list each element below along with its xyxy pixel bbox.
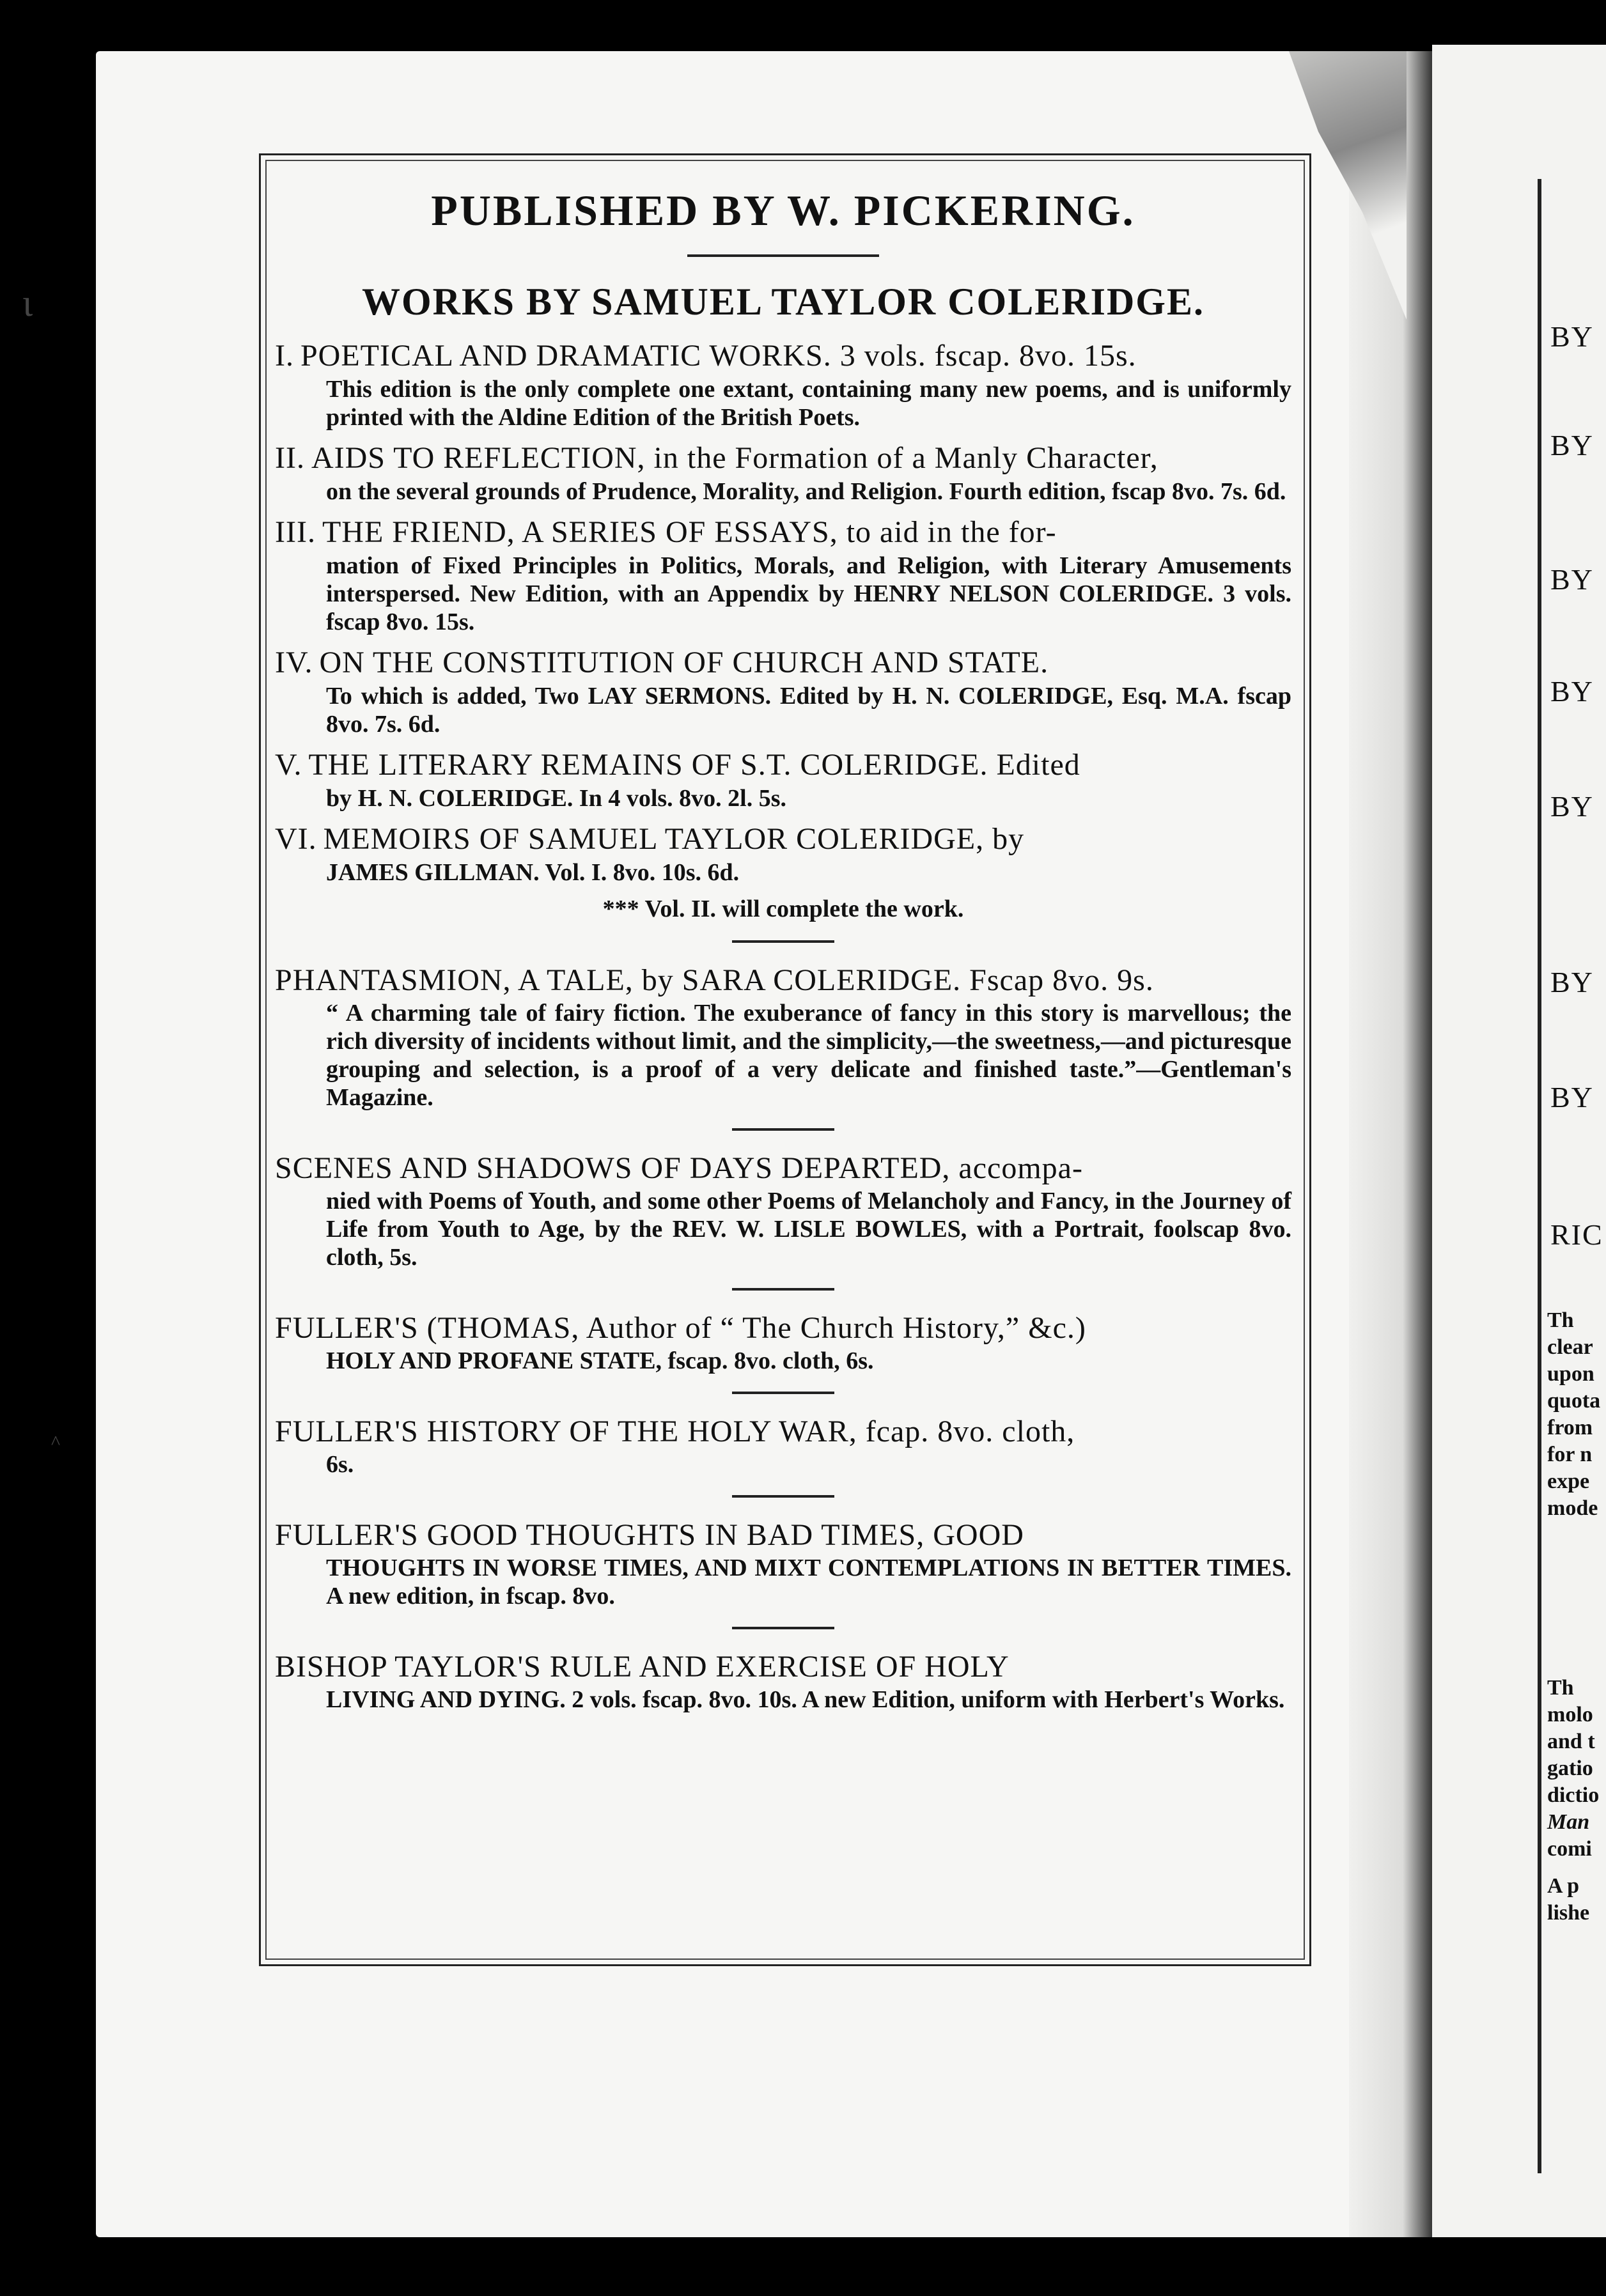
- scenes-body: nied with Poems of Youth, and some other Poems of Melancholy and Fancy, in the Journey of Life from Youth to Age, by the REV. W. LISLE BOWLES, with a Portrait, foolscap 8vo. cloth, 5s.: [326, 1188, 1291, 1271]
- right-line: for n: [1547, 1443, 1593, 1466]
- advert-content: [275, 185, 1291, 1721]
- taylor-body: LIVING AND DYING. 2 vols. fscap. 8vo. 10s. A new Edition, uniform with Herbert's Works.: [326, 1686, 1285, 1713]
- right-line: from: [1547, 1416, 1593, 1439]
- work-body: on the several grounds of Prudence, Morality, and Religion. Fourth edition, fscap 8vo. 7s. 6d.: [326, 478, 1286, 505]
- right-fragment: BY: [1550, 320, 1594, 353]
- work-head: V. THE LITERARY REMAINS OF S.T. COLERIDGE. Edited: [275, 748, 1080, 782]
- right-fragment: BY: [1550, 563, 1594, 596]
- right-line: dictio: [1547, 1783, 1600, 1807]
- right-line: gatio: [1547, 1757, 1593, 1780]
- right-line: lishe: [1547, 1901, 1590, 1925]
- work-entry: [275, 746, 1291, 812]
- work-body: mation of Fixed Principles in Politics, Morals, and Religion, with Literary Amusements interspersed. New Edition, with an Appendix by HENRY NELSON COLERIDGE. 3 vols. fscap 8vo. 15s.: [326, 552, 1291, 635]
- right-fragment: BY: [1550, 675, 1594, 708]
- taylor-entry: [275, 1648, 1291, 1714]
- right-line: comi: [1547, 1837, 1592, 1861]
- right-fragment: BY: [1550, 429, 1594, 462]
- divider: [732, 1495, 834, 1498]
- divider: [732, 1288, 834, 1291]
- title-rule: [687, 254, 879, 257]
- work-body: by H. N. COLERIDGE. In 4 vols. 8vo. 2l. 5s.: [326, 785, 787, 812]
- fuller-war-body: 6s.: [326, 1451, 354, 1478]
- work-head: I. POETICAL AND DRAMATIC WORKS. 3 vols. fscap. 8vo. 15s.: [275, 339, 1137, 373]
- fuller-war-head: FULLER'S HISTORY OF THE HOLY WAR, fcap. 8vo. cloth,: [275, 1415, 1075, 1448]
- phantasmion-quote: “ A charming tale of fairy fiction. The exuberance of fancy in this story is marvellous; the rich diversity of incidents without limit, and the simplicity,—the sweetness,—and picturesque grouping and selection, is a proof of a very delicate and finished taste.”—Gentleman's Magazine.: [326, 1000, 1291, 1111]
- work-entry: [275, 513, 1291, 636]
- scenes-head: SCENES AND SHADOWS OF DAYS DEPARTED, accompa-: [275, 1151, 1083, 1185]
- page-edge: [1349, 51, 1438, 2237]
- work-head: III. THE FRIEND, A SERIES OF ESSAYS, to aid in the for-: [275, 515, 1057, 549]
- right-line: quota: [1547, 1389, 1601, 1413]
- fuller-war-entry: [275, 1413, 1291, 1478]
- page-title: PUBLISHED BY W. PICKERING.: [431, 186, 1135, 235]
- divider: [732, 1627, 834, 1629]
- right-line: upon: [1547, 1362, 1594, 1386]
- right-line: clear: [1547, 1335, 1593, 1359]
- right-line: Man: [1547, 1810, 1590, 1834]
- work-entry: [275, 820, 1291, 887]
- right-fragment: BY: [1550, 966, 1594, 998]
- fuller-holy-entry: [275, 1310, 1291, 1375]
- right-line: molo: [1547, 1703, 1593, 1726]
- right-fragment: BY: [1550, 790, 1594, 823]
- margin-mark: ^: [51, 1432, 61, 1453]
- phantasmion-entry: [275, 962, 1291, 1112]
- fuller-thoughts-body: THOUGHTS IN WORSE TIMES, AND MIXT CONTEMPLATIONS IN BETTER TIMES. A new edition, in fscap. 8vo.: [326, 1555, 1291, 1610]
- work-head: IV. ON THE CONSTITUTION OF CHURCH AND STATE.: [275, 646, 1049, 679]
- right-line: A p: [1547, 1874, 1580, 1898]
- fuller-holy-body: HOLY AND PROFANE STATE, fscap. 8vo. cloth, 6s.: [326, 1347, 874, 1374]
- divider: [732, 1392, 834, 1394]
- fuller-holy-head: FULLER'S (THOMAS, Author of “ The Church History,” &c.): [275, 1311, 1086, 1345]
- work-head: II. AIDS TO REFLECTION, in the Formation of a Manly Character,: [275, 441, 1158, 475]
- fuller-thoughts-entry: [275, 1517, 1291, 1610]
- work-head: VI. MEMOIRS OF SAMUEL TAYLOR COLERIDGE, by: [275, 822, 1025, 856]
- volume-note: *** Vol. II. will complete the work.: [602, 896, 964, 922]
- right-line: Th: [1547, 1676, 1574, 1700]
- scenes-entry: [275, 1150, 1291, 1271]
- work-body: This edition is the only complete one extant, containing many new poems, and is uniformly printed with the Aldine Edition of the British Poets.: [326, 376, 1291, 431]
- work-body: JAMES GILLMAN. Vol. I. 8vo. 10s. 6d.: [326, 859, 740, 886]
- taylor-head: BISHOP TAYLOR'S RULE AND EXERCISE OF HOLY: [275, 1650, 1010, 1684]
- work-body: To which is added, Two LAY SERMONS. Edited by H. N. COLERIDGE, Esq. M.A. fscap 8vo. 7s. 6d.: [326, 683, 1291, 738]
- right-line: and t: [1547, 1730, 1595, 1753]
- work-entry: [275, 644, 1291, 738]
- work-entry: [275, 337, 1291, 431]
- phantasmion-head: PHANTASMION, A TALE, by SARA COLERIDGE. Fscap 8vo. 9s.: [275, 963, 1154, 997]
- right-fragment: BY: [1550, 1081, 1594, 1113]
- margin-mark: ι: [22, 282, 33, 324]
- right-page-rule: [1538, 179, 1541, 2173]
- work-entry: [275, 439, 1291, 506]
- right-line: mode: [1547, 1496, 1598, 1520]
- right-line: expe: [1547, 1470, 1590, 1493]
- section-title: WORKS BY SAMUEL TAYLOR COLERIDGE.: [362, 281, 1204, 323]
- fuller-thoughts-head: FULLER'S GOOD THOUGHTS IN BAD TIMES, GOOD: [275, 1518, 1024, 1552]
- right-fragment: RIC: [1550, 1218, 1603, 1251]
- right-line: Th: [1547, 1308, 1574, 1332]
- divider: [732, 1128, 834, 1131]
- divider: [732, 940, 834, 943]
